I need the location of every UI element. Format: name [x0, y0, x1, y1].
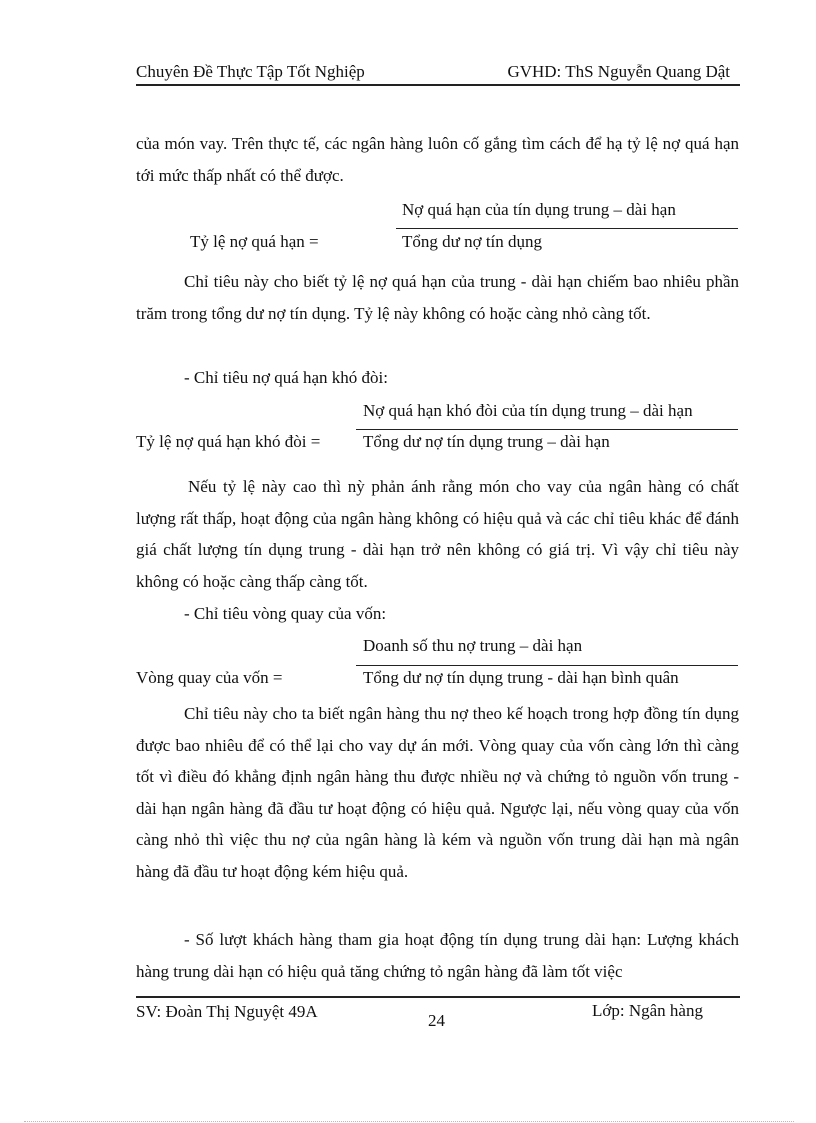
- page-bottom-border: [24, 1121, 794, 1122]
- paragraph-5: - Số lượt khách hàng tham gia hoạt động tín dụng trung dài hạn: Lượng khách hàng trung dài hạn có hiệu quả tăng chứng tỏ ngân hàng đã làm tốt việc: [136, 930, 739, 981]
- header-title: Chuyên Đề Thực Tập Tốt Nghiệp: [136, 62, 365, 81]
- formula-2-numerator: Nợ quá hạn khó đòi của tín dụng trung – dài hạn: [363, 401, 693, 420]
- paragraph-4: Chỉ tiêu này cho ta biết ngân hàng thu nợ theo kế hoạch trong hợp đồng tín dụng được bao nhiêu để có thể lại cho vay dự án mới. Vòng quay của vốn càng lớn thì càng tốt vì điều đó khẳng định ngân hàng thu được nhiều nợ và chứng tỏ nguồn vốn trung - dài hạn ngân hàng đã đầu tư hoạt động có hiệu quả. Ngược lại, nếu vòng quay của vốn càng nhỏ thì việc thu nợ của ngân hàng là kém và nguồn vốn trung dài hạn mà ngân hàng đã đầu tư hoạt động kém hiệu quả.: [136, 704, 739, 881]
- formula-3-denominator: Tổng dư nợ tín dụng trung - dài hạn bình quân: [363, 668, 679, 687]
- footer-divider: [136, 996, 740, 998]
- formula-3-label: Vòng quay của vốn =: [136, 668, 283, 687]
- formula-1-denominator: Tổng dư nợ tín dụng: [402, 232, 543, 251]
- header-supervisor: GVHD: ThS Nguyễn Quang Dật: [507, 62, 730, 81]
- footer-class: Lớp: Ngân hàng: [592, 1001, 703, 1020]
- formula-2-label: Tỷ lệ nợ quá hạn khó đòi =: [136, 432, 321, 451]
- paragraph-2: Chỉ tiêu này cho biết tỷ lệ nợ quá hạn của trung - dài hạn chiếm bao nhiêu phần trăm trong tổng dư nợ tín dụng. Tỷ lệ này không có hoặc càng nhỏ càng tốt.: [136, 272, 739, 323]
- list-item-bad-debt: - Chỉ tiêu nợ quá hạn khó đòi:: [184, 368, 388, 387]
- footer-student: SV: Đoàn Thị Nguyệt 49A: [136, 1002, 318, 1021]
- formula-3-fraction-bar: [356, 665, 738, 666]
- formula-3-numerator: Doanh số thu nợ trung – dài hạn: [363, 636, 583, 655]
- page-number: 24: [428, 1011, 445, 1030]
- formula-2-denominator: Tổng dư nợ tín dụng trung – dài hạn: [363, 432, 610, 451]
- page-header: [136, 60, 740, 86]
- list-item-capital-turnover: - Chỉ tiêu vòng quay của vốn:: [184, 604, 387, 623]
- paragraph-3: Nếu tỷ lệ này cao thì nỳ phản ánh rằng món cho vay của ngân hàng có chất lượng rất thấp, hoạt động của ngân hàng không có hiệu quả và các chỉ tiêu khác để đánh giá chất lượng tín dụng trung - dài hạn trở nên không có giá trị. Vì vậy chỉ tiêu này không có hoặc càng thấp càng tốt.: [136, 477, 739, 591]
- formula-2-fraction-bar: [356, 429, 738, 430]
- paragraph-1: của món vay. Trên thực tế, các ngân hàng luôn cố gắng tìm cách để hạ tỷ lệ nợ quá hạn tới mức thấp nhất có thể được.: [136, 134, 739, 185]
- formula-1-fraction-bar: [396, 228, 738, 229]
- formula-1-label: Tỷ lệ nợ quá hạn =: [190, 232, 319, 251]
- formula-1-numerator: Nợ quá hạn của tín dụng trung – dài hạn: [402, 200, 676, 219]
